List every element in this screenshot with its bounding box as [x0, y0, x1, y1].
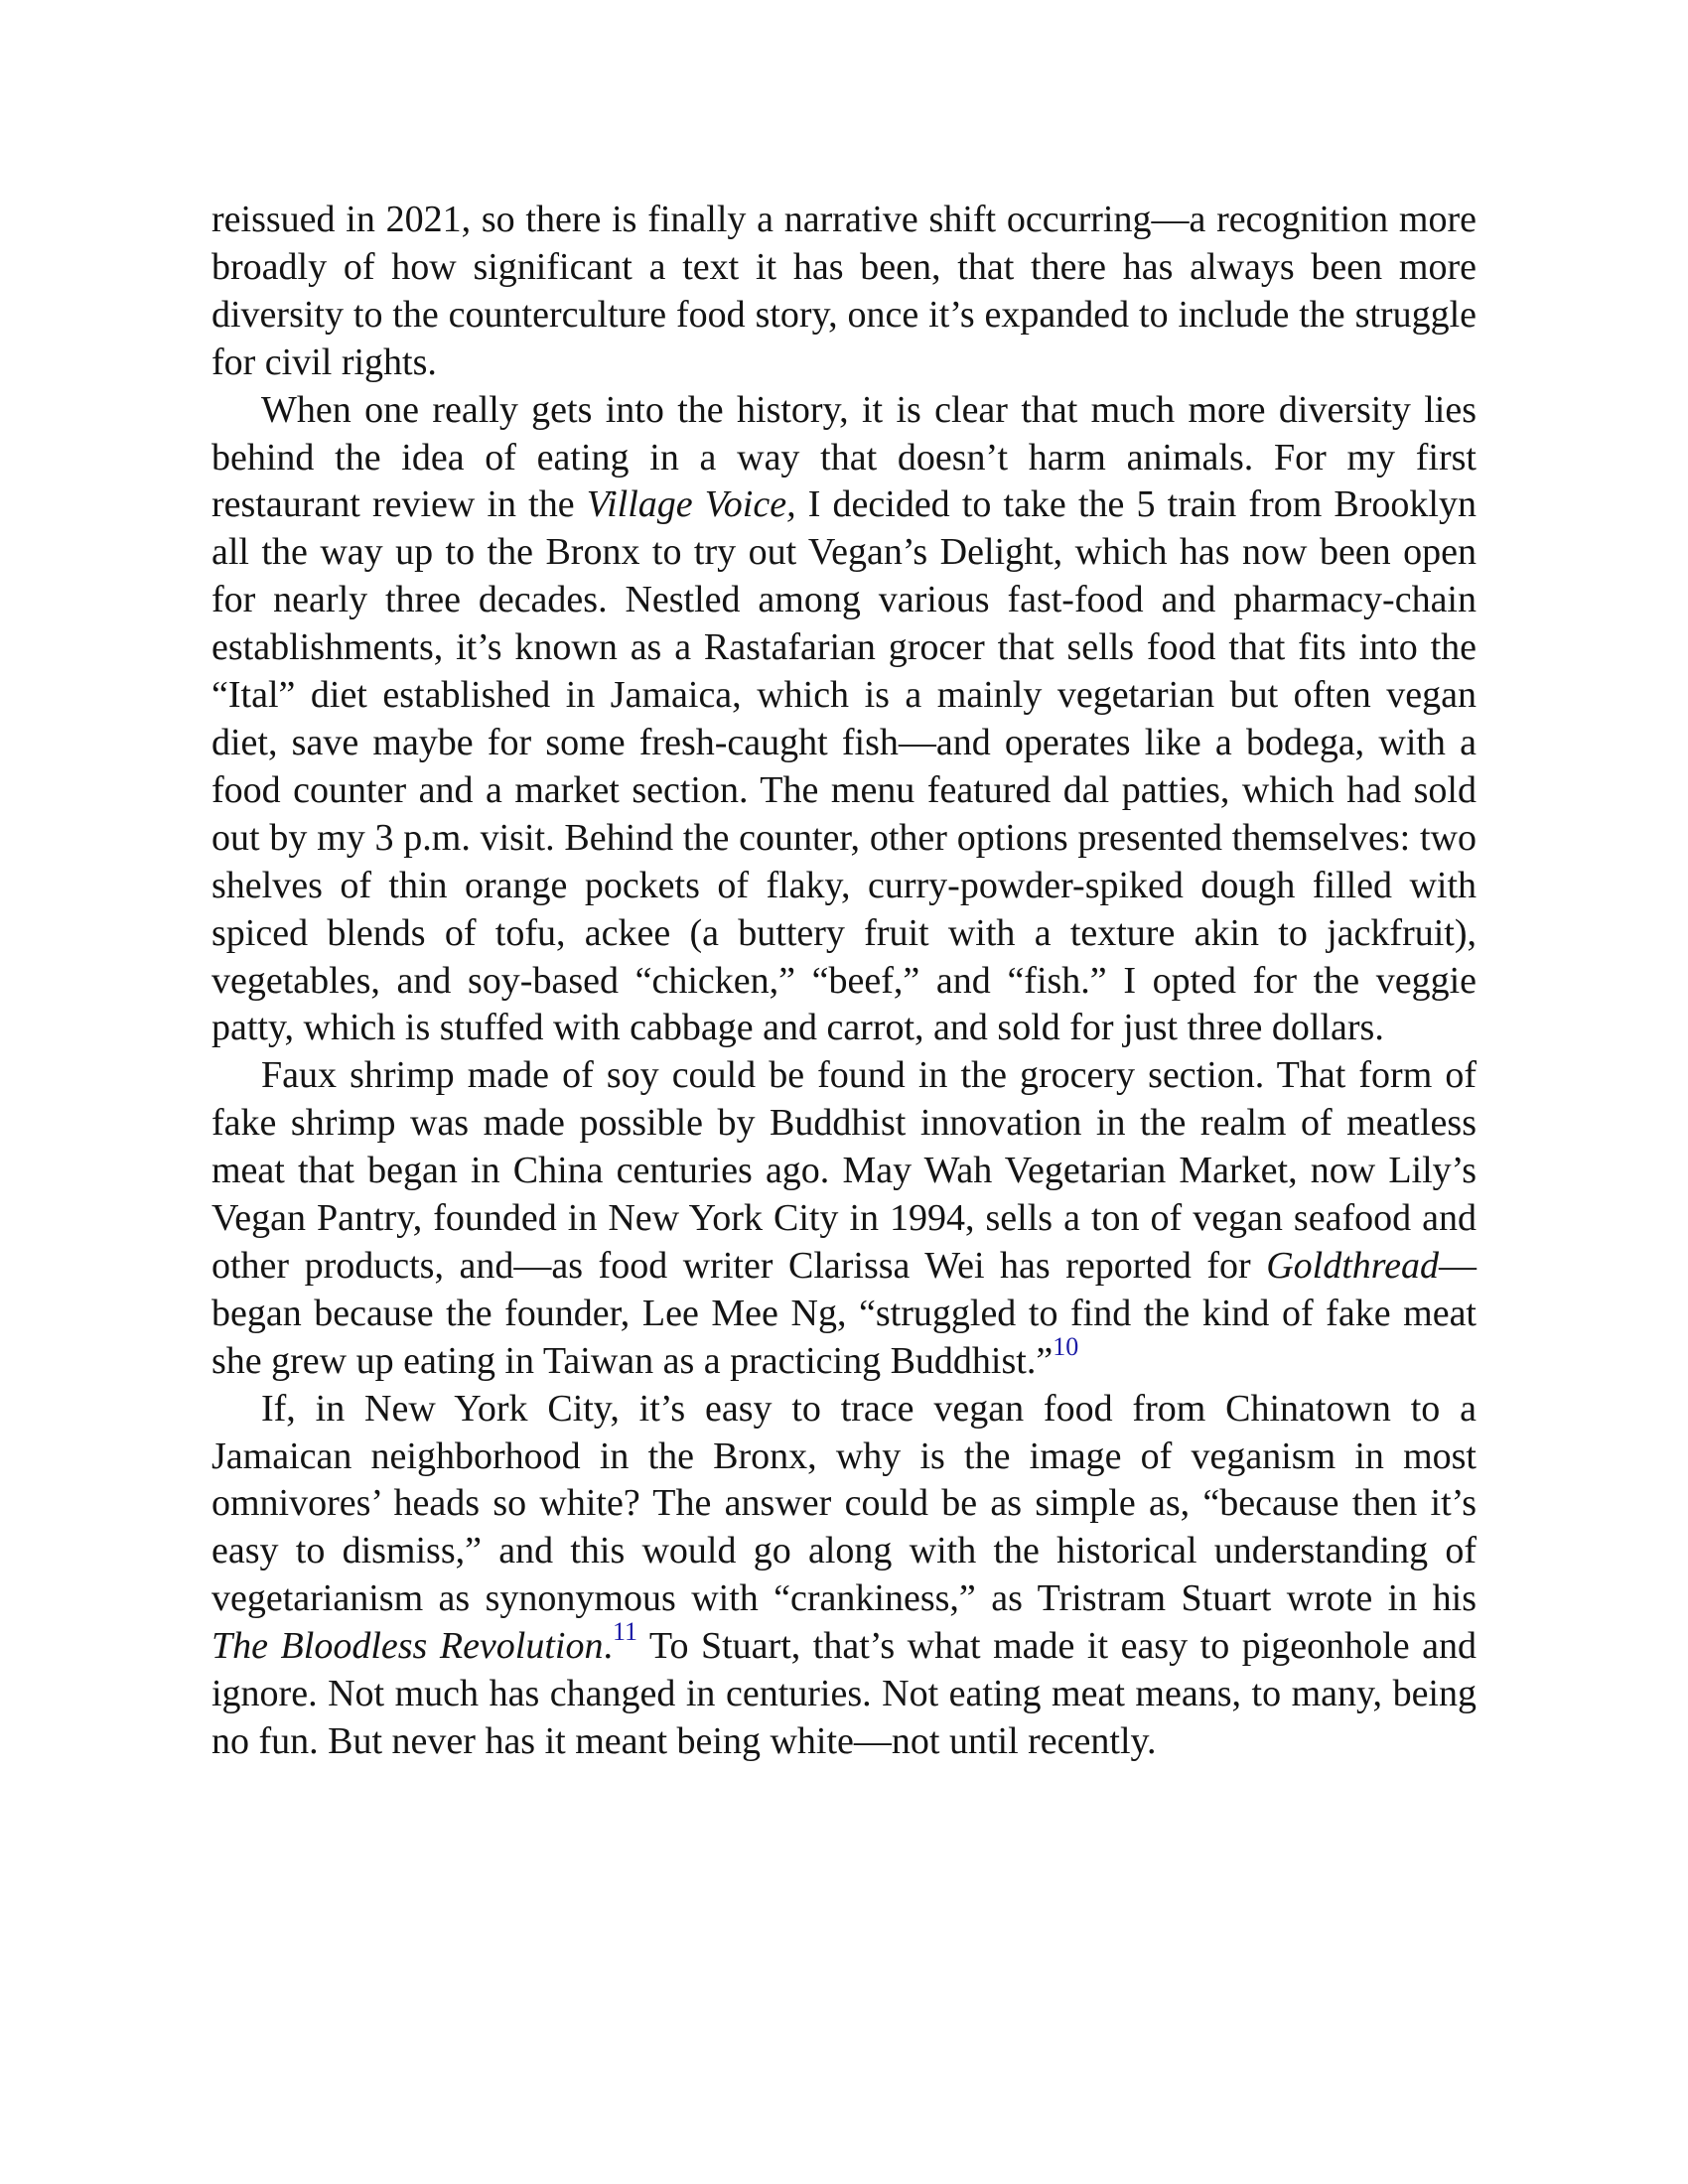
paragraph-text: Faux shrimp made of soy could be found in the grocery section. That form of fake shrimp was made possible by Buddhist innovation in the realm of meatless meat that began in China centuries ago. May Wah Vegetarian Market, now Lily’s Vegan Pantry, founded in New York City in 1994, sells a ton of vegan seafood and other products, and—as food writer Clarissa Wei has reported for	[211, 1054, 1477, 1287]
publication-title-italic: Village Voice,	[586, 483, 796, 526]
paragraph	[211, 387, 1477, 1053]
footnote-link-11[interactable]: 11	[612, 1617, 638, 1647]
paragraph	[211, 1386, 1477, 1766]
paragraph	[211, 1052, 1477, 1385]
paragraph-text: To Stuart, that’s what made it easy to pigeonhole and ignore. Not much has changed in centuries. Not eating meat means, to many, being no fun. But never has it meant being white—not until recently.	[211, 1625, 1477, 1762]
book-title-italic: The Bloodless Revolution	[211, 1625, 604, 1668]
paragraph-text: I decided to take the 5 train from Brooklyn all the way up to the Bronx to try out Vegan’s Delight, which has now been open for nearly three decades. Nestled among various fast-food and pharmacy-chain establishments, it’s known as a Rastafarian grocer that sells food that fits into the “Ital” diet established in Jamaica, which is a mainly vegetarian but often vegan diet, save maybe for some fresh-caught fish—and operates like a bodega, with a food counter and a market section. The menu featured dal patties, which had sold out by my 3 p.m. visit. Behind the counter, other options presented themselves: two shelves of thin orange pockets of flaky, curry-powder-spiked dough filled with spiced blends of tofu, ackee (a buttery fruit with a texture akin to jackfruit), vegetables, and soy-based “chicken,” “beef,” and “fish.” I opted for the veggie patty, which is stuffed with cabbage and carrot, and sold for just three dollars.	[211, 483, 1477, 1049]
paragraph-text: —began because the founder, Lee Mee Ng, “struggled to find the kind of fake meat she grew up eating in Taiwan as a practicing Buddhist.”	[211, 1244, 1477, 1382]
footnote-link-10[interactable]: 10	[1053, 1331, 1079, 1361]
page-body	[211, 197, 1477, 1766]
paragraph-text: If, in New York City, it’s easy to trace vegan food from Chinatown to a Jamaican neighborhood in the Bronx, why is the image of veganism in most omnivores’ heads so white? The answer could be as simple as, “because then it’s easy to dismiss,” and this would go along with the historical understanding of vegetarianism as synonymous with “crankiness,” as Tristram Stuart wrote in his	[211, 1387, 1477, 1620]
paragraph-text: .	[603, 1625, 613, 1668]
paragraph-text: When one really gets into the history, it is clear that much more diversity lies behind the idea of eating in a way that doesn’t harm animals. For my first restaurant review in the	[211, 388, 1477, 526]
paragraph-text: reissued in 2021, so there is finally a narrative shift occurring—a recognition more broadly of how significant a text it has been, that there has always been more diversity to the counterculture food story, once it’s expanded to include the struggle for civil rights.	[211, 199, 1477, 383]
paragraph	[211, 197, 1477, 387]
publication-title-italic: Goldthread	[1266, 1244, 1439, 1287]
